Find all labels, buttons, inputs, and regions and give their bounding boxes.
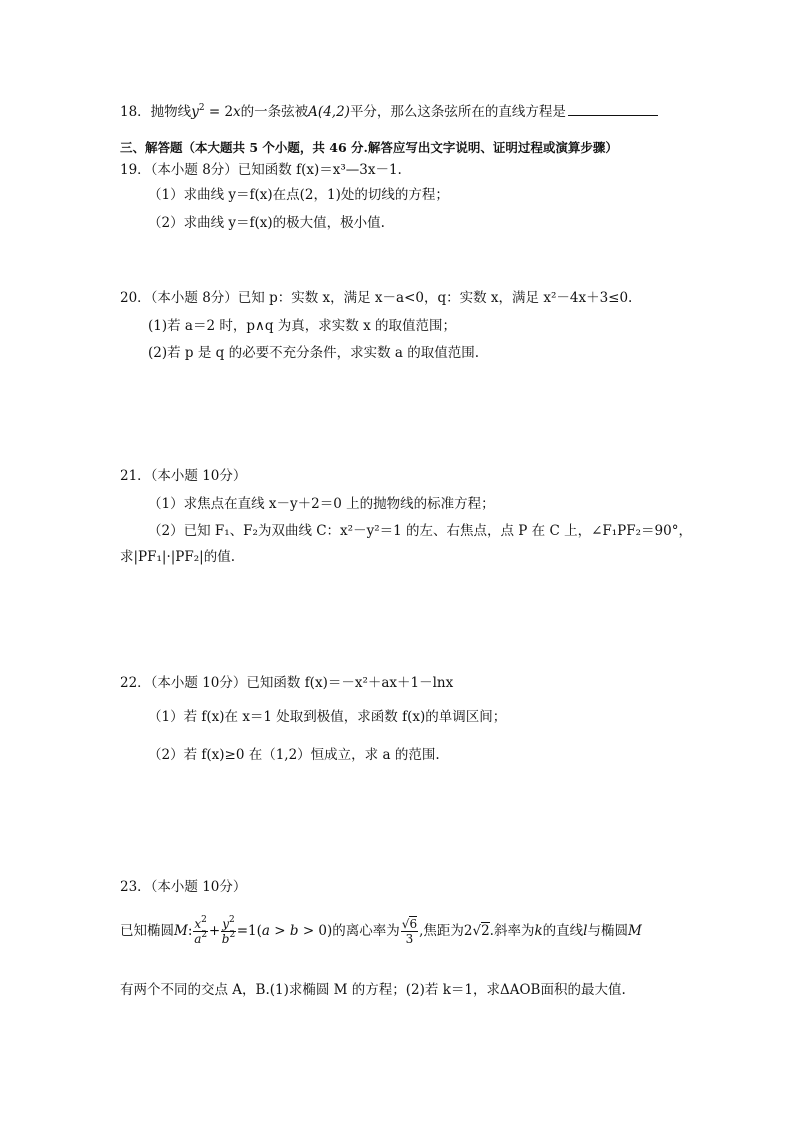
question-23-line1: 已知椭圆M: $\frac{x^2}{a^2}$ + $\frac{y^2}{b^2}$ =1(a > b > 0)的离心率为 $\frac{√6}{3}$ ,焦距为2√2.斜率为k的直线l与椭圆M [120,915,642,946]
q23-slope-text: .斜率为 [489,922,535,939]
fraction-x2-a2: $\frac{x^2}{a^2}$ [194,915,208,946]
question-21-head: 21．（本小题 10分） [120,468,247,484]
question-20-part1: (1)若 a＝2 时，p∧q 为真，求实数 x 的取值范围； [148,318,456,334]
q23-intro: 已知椭圆 [120,922,174,939]
question-21-part1: （1）求焦点在直线 x－y＋2＝0 上的抛物线的标准方程； [148,496,495,512]
q23-line-text: 的直线 [542,922,584,939]
answer-blank [568,103,658,116]
q18-point: A(4,2) [308,104,350,120]
q18-tail: 平分，那么这条弦所在的直线方程是 [349,104,566,120]
question-23-head: 23．（本小题 10分） [120,879,247,895]
question-18: 18．抛物线$y^2 = 2x$的一条弦被A(4,2)平分，那么这条弦所在的直线方程是 [120,103,658,120]
q23-ecc-text: 的离心率为 [332,922,400,939]
question-22-head: 22．（本小题 10分）已知函数 f(x)＝－x²＋ax＋1－lnx [120,675,454,691]
q23-with-text: 与椭圆 [587,922,628,939]
fraction-sqrt6-3: $\frac{√6}{3}$ [401,917,418,946]
fraction-y2-b2: $\frac{y^2}{b^2}$ [221,915,236,946]
question-19-part2: （2）求曲线 y＝f(x)的极大值，极小值. [148,215,385,231]
question-20-head: 20．（本小题 8分）已知 p：实数 x，满足 x－a<0，q：实数 x，满足 x²－4x＋3≤0. [120,290,633,306]
q18-chord-text: 的一条弦被 [240,104,309,120]
question-22-part1: （1）若 f(x)在 x＝1 处取到极值，求函数 f(x)的单调区间； [148,709,507,725]
question-19-part1: （1）求曲线 y＝f(x)在点(2，1)处的切线的方程； [148,187,449,203]
q18-prefix: 18．抛物线 [120,104,192,120]
q23-focal-text: ,焦距为 [419,922,464,939]
question-21-part2-cont: 求|PF₁|·|PF₂|的值. [120,549,236,565]
question-21-part2: （2）已知 F₁、F₂为双曲线 C：x²－y²＝1 的左、右焦点，点 P 在 C 上，∠F₁PF₂＝90°， [148,523,692,539]
question-23-line2: 有两个不同的交点 A，B.(1)求椭圆 M 的方程；(2)若 k＝1，求ΔAOB面积的最大值. [120,982,626,998]
question-20-part2: (2)若 p 是 q 的必要不充分条件，求实数 a 的取值范围. [148,345,479,361]
question-19-head: 19．（本小题 8分）已知函数 f(x)＝x³—3x－1. [120,162,402,178]
question-22-part2: （2）若 f(x)≥0 在（1,2）恒成立，求 a 的范围. [148,747,440,763]
section-3-heading: 三、解答题（本大题共 5 个小题，共 46 分.解答应写出文字说明、证明过程或演算步骤） [120,140,618,155]
